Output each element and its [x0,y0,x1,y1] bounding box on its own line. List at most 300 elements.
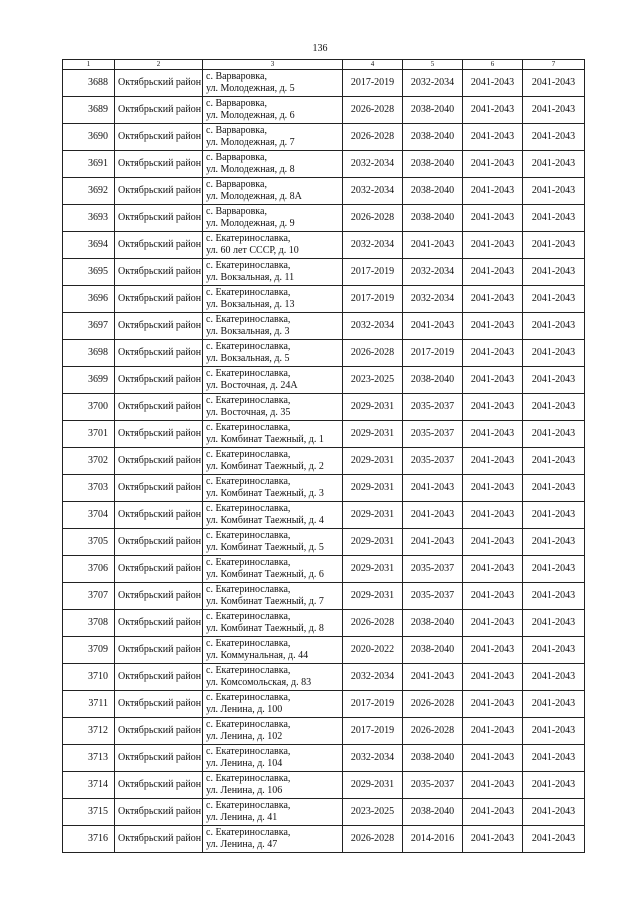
period-col4-cell: 2026-2028 [343,124,403,151]
row-number-cell: 3696 [63,286,115,313]
period-col4-cell: 2026-2028 [343,340,403,367]
district-cell: Октябрьский район [115,610,203,637]
period-col6-cell: 2041-2043 [463,394,523,421]
period-col7-cell: 2041-2043 [523,826,585,853]
address-settlement: с. Варваровка, [206,71,267,82]
period-col4-cell: 2017-2019 [343,691,403,718]
row-number-cell: 3695 [63,259,115,286]
address-cell [203,556,343,583]
address-street: ул. Молодежная, д. 9 [206,218,295,229]
district-cell: Октябрьский район [115,232,203,259]
district-cell: Октябрьский район [115,367,203,394]
district-cell: Октябрьский район [115,799,203,826]
period-col7-cell: 2041-2043 [523,340,585,367]
period-col7-cell: 2041-2043 [523,448,585,475]
address-settlement: с. Екатеринославка, [206,584,291,595]
period-col5-cell: 2035-2037 [403,556,463,583]
period-col4-cell: 2032-2034 [343,313,403,340]
period-col4-cell: 2032-2034 [343,178,403,205]
period-col5-cell: 2038-2040 [403,367,463,394]
period-col4-cell: 2029-2031 [343,421,403,448]
district-cell: Октябрьский район [115,205,203,232]
period-col7-cell: 2041-2043 [523,232,585,259]
period-col6-cell: 2041-2043 [463,205,523,232]
period-col7-cell: 2041-2043 [523,664,585,691]
address-settlement: с. Екатеринославка, [206,476,291,487]
address-settlement: с. Екатеринославка, [206,341,291,352]
row-number-cell: 3690 [63,124,115,151]
table-row [63,205,585,232]
address-settlement: с. Екатеринославка, [206,314,291,325]
district-cell: Октябрьский район [115,448,203,475]
row-number-cell: 3694 [63,232,115,259]
district-cell: Октябрьский район [115,97,203,124]
address-cell [203,637,343,664]
address-settlement: с. Варваровка, [206,152,267,163]
period-col7-cell: 2041-2043 [523,286,585,313]
period-col6-cell: 2041-2043 [463,583,523,610]
period-col6-cell: 2041-2043 [463,502,523,529]
address-street: ул. Коммунальная, д. 44 [206,650,309,661]
address-settlement: с. Екатеринославка, [206,449,291,460]
row-number-cell: 3711 [63,691,115,718]
table-row [63,745,585,772]
period-col4-cell: 2017-2019 [343,259,403,286]
row-number-cell: 3688 [63,70,115,97]
period-col5-cell: 2038-2040 [403,745,463,772]
table-row [63,691,585,718]
address-street: ул. Вокзальная, д. 11 [206,272,295,283]
period-col7-cell: 2041-2043 [523,718,585,745]
row-number-cell: 3689 [63,97,115,124]
address-street: ул. Комбинат Таежный, д. 6 [206,569,324,580]
period-col7-cell: 2041-2043 [523,583,585,610]
row-number-cell: 3704 [63,502,115,529]
period-col5-cell: 2038-2040 [403,97,463,124]
period-col5-cell: 2035-2037 [403,583,463,610]
period-col7-cell: 2041-2043 [523,475,585,502]
row-number-cell: 3705 [63,529,115,556]
district-cell: Октябрьский район [115,286,203,313]
address-street: ул. Комбинат Таежный, д. 1 [206,434,324,445]
district-cell: Октябрьский район [115,502,203,529]
period-col5-cell: 2038-2040 [403,124,463,151]
period-col7-cell: 2041-2043 [523,151,585,178]
address-street: ул. Комбинат Таежный, д. 5 [206,542,324,553]
period-col6-cell: 2041-2043 [463,745,523,772]
row-number-cell: 3706 [63,556,115,583]
period-col7-cell: 2041-2043 [523,205,585,232]
period-col5-cell: 2017-2019 [403,340,463,367]
period-col7-cell: 2041-2043 [523,70,585,97]
table-row [63,529,585,556]
address-settlement: с. Варваровка, [206,206,267,217]
address-cell [203,340,343,367]
row-number-cell: 3701 [63,421,115,448]
period-col5-cell: 2035-2037 [403,772,463,799]
address-cell [203,475,343,502]
address-settlement: с. Екатеринославка, [206,395,291,406]
column-number-header: 2 [115,60,203,70]
address-cell [203,745,343,772]
row-number-cell: 3700 [63,394,115,421]
district-cell: Октябрьский район [115,394,203,421]
period-col6-cell: 2041-2043 [463,556,523,583]
district-cell: Октябрьский район [115,259,203,286]
period-col6-cell: 2041-2043 [463,475,523,502]
district-cell: Октябрьский район [115,556,203,583]
period-col6-cell: 2041-2043 [463,799,523,826]
address-cell [203,70,343,97]
table-row [63,664,585,691]
table-row [63,97,585,124]
address-street: ул. 60 лет СССР, д. 10 [206,245,299,256]
period-col5-cell: 2038-2040 [403,151,463,178]
address-street: ул. Молодежная, д. 8А [206,191,302,202]
address-street: ул. Вокзальная, д. 13 [206,299,295,310]
address-cell [203,313,343,340]
period-col5-cell: 2038-2040 [403,610,463,637]
address-cell [203,529,343,556]
period-col5-cell: 2035-2037 [403,448,463,475]
period-col7-cell: 2041-2043 [523,313,585,340]
column-number-header-row [63,60,585,70]
period-col5-cell: 2041-2043 [403,313,463,340]
address-settlement: с. Екатеринославка, [206,287,291,298]
district-cell: Октябрьский район [115,313,203,340]
district-cell: Октябрьский район [115,340,203,367]
row-number-cell: 3716 [63,826,115,853]
row-number-cell: 3693 [63,205,115,232]
address-street: ул. Комбинат Таежный, д. 8 [206,623,324,634]
period-col4-cell: 2032-2034 [343,151,403,178]
address-street: ул. Ленина, д. 41 [206,812,278,823]
row-number-cell: 3712 [63,718,115,745]
district-cell: Октябрьский район [115,772,203,799]
period-col5-cell: 2026-2028 [403,691,463,718]
address-cell [203,772,343,799]
period-col6-cell: 2041-2043 [463,97,523,124]
address-cell [203,799,343,826]
period-col5-cell: 2041-2043 [403,232,463,259]
schedule-table [62,59,585,853]
address-street: ул. Комбинат Таежный, д. 4 [206,515,324,526]
row-number-cell: 3715 [63,799,115,826]
period-col5-cell: 2026-2028 [403,718,463,745]
address-settlement: с. Варваровка, [206,125,267,136]
period-col7-cell: 2041-2043 [523,772,585,799]
period-col4-cell: 2029-2031 [343,772,403,799]
district-cell: Октябрьский район [115,421,203,448]
table-row [63,124,585,151]
address-settlement: с. Екатеринославка, [206,422,291,433]
address-cell [203,826,343,853]
period-col6-cell: 2041-2043 [463,367,523,394]
table-row [63,367,585,394]
column-number-header: 7 [523,60,585,70]
period-col4-cell: 2029-2031 [343,583,403,610]
period-col6-cell: 2041-2043 [463,124,523,151]
table-row [63,340,585,367]
period-col4-cell: 2017-2019 [343,70,403,97]
period-col4-cell: 2029-2031 [343,556,403,583]
district-cell: Октябрьский район [115,637,203,664]
row-number-cell: 3709 [63,637,115,664]
address-street: ул. Комбинат Таежный, д. 7 [206,596,324,607]
row-number-cell: 3699 [63,367,115,394]
period-col5-cell: 2035-2037 [403,394,463,421]
district-cell: Октябрьский район [115,475,203,502]
address-settlement: с. Екатеринославка, [206,368,291,379]
period-col4-cell: 2029-2031 [343,529,403,556]
district-cell: Октябрьский район [115,664,203,691]
address-cell [203,205,343,232]
period-col5-cell: 2038-2040 [403,205,463,232]
period-col7-cell: 2041-2043 [523,394,585,421]
period-col7-cell: 2041-2043 [523,502,585,529]
period-col6-cell: 2041-2043 [463,772,523,799]
period-col4-cell: 2032-2034 [343,664,403,691]
address-settlement: с. Екатеринославка, [206,665,291,676]
address-settlement: с. Екатеринославка, [206,800,291,811]
period-col4-cell: 2029-2031 [343,448,403,475]
address-street: ул. Ленина, д. 100 [206,704,283,715]
period-col6-cell: 2041-2043 [463,259,523,286]
district-cell: Октябрьский район [115,178,203,205]
period-col4-cell: 2029-2031 [343,475,403,502]
address-street: ул. Ленина, д. 106 [206,785,283,796]
table-row [63,799,585,826]
period-col6-cell: 2041-2043 [463,664,523,691]
address-settlement: с. Екатеринославка, [206,557,291,568]
address-street: ул. Вокзальная, д. 5 [206,353,290,364]
period-col5-cell: 2032-2034 [403,286,463,313]
district-cell: Октябрьский район [115,745,203,772]
period-col6-cell: 2041-2043 [463,286,523,313]
address-cell [203,691,343,718]
district-cell: Октябрьский район [115,124,203,151]
period-col4-cell: 2026-2028 [343,97,403,124]
row-number-cell: 3714 [63,772,115,799]
period-col5-cell: 2032-2034 [403,259,463,286]
table-row [63,286,585,313]
address-cell [203,286,343,313]
address-street: ул. Молодежная, д. 6 [206,110,295,121]
table-row [63,772,585,799]
period-col4-cell: 2017-2019 [343,718,403,745]
table-row [63,70,585,97]
period-col7-cell: 2041-2043 [523,637,585,664]
period-col7-cell: 2041-2043 [523,610,585,637]
address-street: ул. Комбинат Таежный, д. 3 [206,488,324,499]
address-cell [203,664,343,691]
address-street: ул. Ленина, д. 104 [206,758,283,769]
table-row [63,394,585,421]
address-cell [203,151,343,178]
address-cell [203,232,343,259]
address-street: ул. Ленина, д. 102 [206,731,283,742]
address-cell [203,97,343,124]
period-col7-cell: 2041-2043 [523,529,585,556]
address-cell [203,502,343,529]
address-street: ул. Молодежная, д. 5 [206,83,295,94]
table-row [63,232,585,259]
period-col6-cell: 2041-2043 [463,313,523,340]
period-col5-cell: 2035-2037 [403,421,463,448]
table-row [63,448,585,475]
row-number-cell: 3698 [63,340,115,367]
period-col6-cell: 2041-2043 [463,718,523,745]
period-col5-cell: 2038-2040 [403,799,463,826]
table-row [63,259,585,286]
period-col7-cell: 2041-2043 [523,556,585,583]
column-number-header: 3 [203,60,343,70]
address-street: ул. Молодежная, д. 7 [206,137,295,148]
row-number-cell: 3702 [63,448,115,475]
address-cell [203,124,343,151]
address-cell [203,583,343,610]
district-cell: Октябрьский район [115,826,203,853]
address-settlement: с. Екатеринославка, [206,827,291,838]
column-number-header: 1 [63,60,115,70]
address-settlement: с. Екатеринославка, [206,692,291,703]
row-number-cell: 3713 [63,745,115,772]
address-street: ул. Комбинат Таежный, д. 2 [206,461,324,472]
row-number-cell: 3703 [63,475,115,502]
district-cell: Октябрьский район [115,529,203,556]
period-col7-cell: 2041-2043 [523,799,585,826]
row-number-cell: 3708 [63,610,115,637]
period-col4-cell: 2023-2025 [343,367,403,394]
table-row [63,610,585,637]
period-col6-cell: 2041-2043 [463,70,523,97]
district-cell: Октябрьский район [115,70,203,97]
row-number-cell: 3691 [63,151,115,178]
district-cell: Октябрьский район [115,718,203,745]
period-col5-cell: 2038-2040 [403,178,463,205]
address-settlement: с. Варваровка, [206,98,267,109]
period-col6-cell: 2041-2043 [463,340,523,367]
district-cell: Октябрьский район [115,151,203,178]
address-cell [203,394,343,421]
page-number: 136 [312,43,328,54]
address-settlement: с. Екатеринославка, [206,503,291,514]
period-col4-cell: 2029-2031 [343,502,403,529]
period-col6-cell: 2041-2043 [463,826,523,853]
period-col4-cell: 2032-2034 [343,232,403,259]
address-street: ул. Вокзальная, д. 3 [206,326,290,337]
period-col6-cell: 2041-2043 [463,151,523,178]
period-col7-cell: 2041-2043 [523,745,585,772]
address-street: ул. Комсомольская, д. 83 [206,677,312,688]
address-settlement: с. Екатеринославка, [206,530,291,541]
table-row [63,421,585,448]
address-cell [203,259,343,286]
period-col5-cell: 2041-2043 [403,529,463,556]
address-cell [203,448,343,475]
address-settlement: с. Екатеринославка, [206,260,291,271]
period-col4-cell: 2023-2025 [343,799,403,826]
period-col5-cell: 2032-2034 [403,70,463,97]
table-row [63,502,585,529]
address-settlement: с. Екатеринославка, [206,719,291,730]
period-col4-cell: 2020-2022 [343,637,403,664]
address-settlement: с. Варваровка, [206,179,267,190]
address-settlement: с. Екатеринославка, [206,233,291,244]
address-cell [203,610,343,637]
period-col6-cell: 2041-2043 [463,232,523,259]
column-number-header: 6 [463,60,523,70]
column-number-header: 4 [343,60,403,70]
address-settlement: с. Екатеринославка, [206,746,291,757]
period-col6-cell: 2041-2043 [463,637,523,664]
row-number-cell: 3707 [63,583,115,610]
period-col6-cell: 2041-2043 [463,529,523,556]
table-row [63,475,585,502]
period-col7-cell: 2041-2043 [523,178,585,205]
period-col7-cell: 2041-2043 [523,97,585,124]
address-settlement: с. Екатеринославка, [206,611,291,622]
period-col5-cell: 2041-2043 [403,502,463,529]
table-row [63,313,585,340]
address-street: ул. Молодежная, д. 8 [206,164,295,175]
column-number-header: 5 [403,60,463,70]
period-col4-cell: 2026-2028 [343,826,403,853]
period-col6-cell: 2041-2043 [463,448,523,475]
district-cell: Октябрьский район [115,691,203,718]
district-cell: Октябрьский район [115,583,203,610]
period-col7-cell: 2041-2043 [523,124,585,151]
period-col7-cell: 2041-2043 [523,367,585,394]
address-cell [203,421,343,448]
period-col6-cell: 2041-2043 [463,691,523,718]
period-col5-cell: 2014-2016 [403,826,463,853]
table-row [63,637,585,664]
row-number-cell: 3692 [63,178,115,205]
table-row [63,718,585,745]
period-col7-cell: 2041-2043 [523,691,585,718]
period-col4-cell: 2017-2019 [343,286,403,313]
address-street: ул. Ленина, д. 47 [206,839,278,850]
period-col6-cell: 2041-2043 [463,178,523,205]
table-row [63,178,585,205]
period-col5-cell: 2041-2043 [403,664,463,691]
table-row [63,151,585,178]
address-cell [203,178,343,205]
period-col7-cell: 2041-2043 [523,421,585,448]
row-number-cell: 3697 [63,313,115,340]
period-col4-cell: 2032-2034 [343,745,403,772]
period-col5-cell: 2038-2040 [403,637,463,664]
address-cell [203,367,343,394]
address-cell [203,718,343,745]
period-col6-cell: 2041-2043 [463,421,523,448]
address-street: ул. Восточная, д. 35 [206,407,291,418]
address-settlement: с. Екатеринославка, [206,638,291,649]
period-col6-cell: 2041-2043 [463,610,523,637]
period-col7-cell: 2041-2043 [523,259,585,286]
table-row [63,583,585,610]
table-row [63,826,585,853]
period-col4-cell: 2026-2028 [343,610,403,637]
address-street: ул. Восточная, д. 24А [206,380,298,391]
period-col4-cell: 2026-2028 [343,205,403,232]
row-number-cell: 3710 [63,664,115,691]
period-col4-cell: 2029-2031 [343,394,403,421]
address-settlement: с. Екатеринославка, [206,773,291,784]
table-row [63,556,585,583]
period-col5-cell: 2041-2043 [403,475,463,502]
